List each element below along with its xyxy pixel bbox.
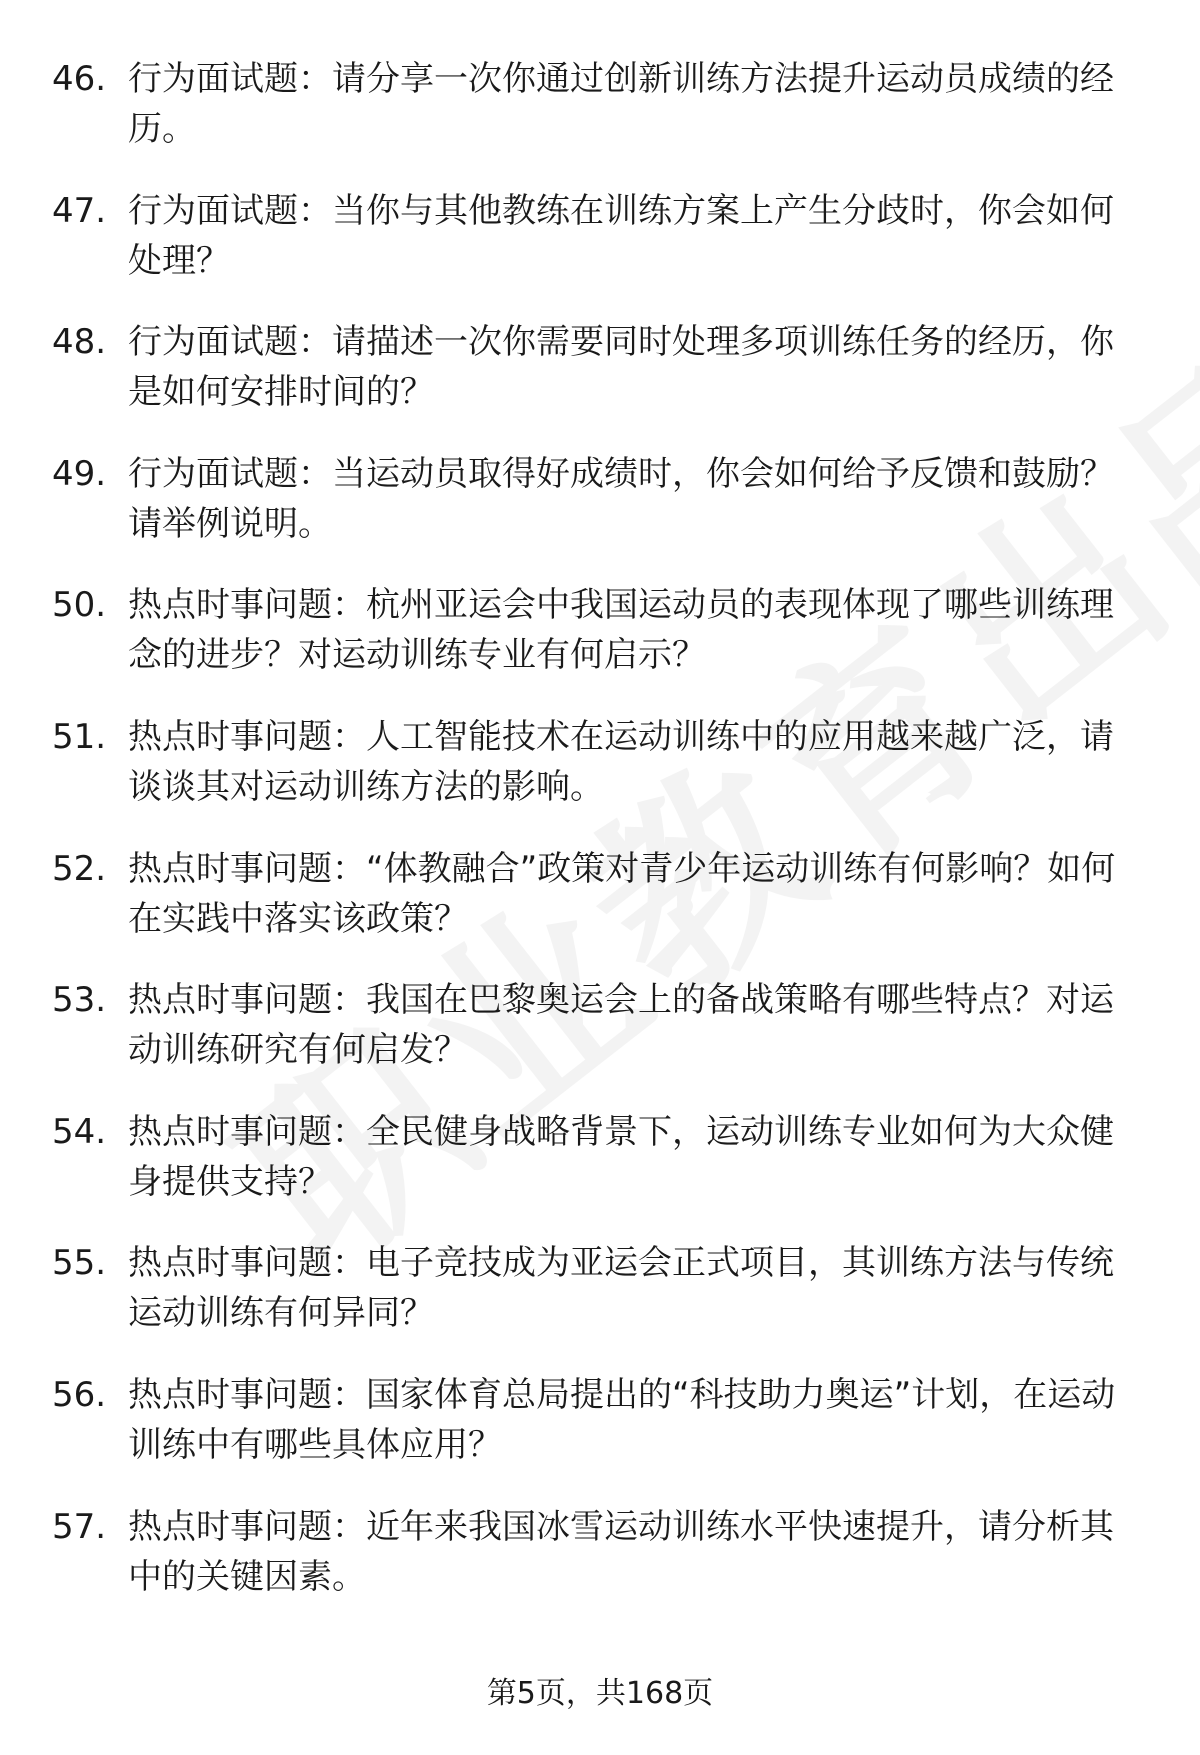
question-item — [0, 712, 1200, 844]
question-item — [0, 580, 1200, 712]
question-list — [0, 54, 1200, 1633]
question-number: 47. — [52, 190, 107, 231]
question-item — [0, 54, 1200, 186]
question-number: 48. — [52, 322, 107, 363]
question-item — [0, 186, 1200, 318]
question-item — [0, 1502, 1200, 1634]
question-number: 56. — [52, 1374, 107, 1415]
question-text: 热点时事问题：我国在巴黎奥运会上的备战策略有哪些特点？对运动训练研究有何启发？ — [128, 980, 1114, 1071]
question-text: 热点时事问题：国家体育总局提出的“科技助力奥运”计划，在运动训练中有哪些具体应用？ — [128, 1374, 1116, 1465]
question-text: 行为面试题：请分享一次你通过创新训练方法提升运动员成绩的经历。 — [128, 59, 1114, 149]
question-text: 热点时事问题：近年来我国冰雪运动训练水平快速提升，请分析其中的关键因素。 — [128, 1506, 1114, 1597]
question-number: 53. — [52, 980, 107, 1021]
question-text: 热点时事问题：杭州亚运会中我国运动员的表现体现了哪些训练理念的进步？对运动训练专业有何启示？ — [128, 585, 1114, 676]
question-item — [0, 844, 1200, 976]
question-number: 54. — [52, 1111, 107, 1152]
question-number: 50. — [52, 585, 107, 626]
question-text: 热点时事问题：人工智能技术在运动训练中的应用越来越广泛，请谈谈其对运动训练方法的影响。 — [128, 716, 1114, 807]
page-number-footer: 第5页，共168页 — [486, 1676, 714, 1711]
question-item — [0, 1107, 1200, 1239]
question-number: 49. — [52, 453, 107, 494]
question-number: 51. — [52, 716, 107, 757]
question-item — [0, 1370, 1200, 1502]
question-number: 57. — [52, 1506, 107, 1547]
question-number: 46. — [52, 59, 107, 99]
question-number: 52. — [52, 848, 107, 889]
question-item — [0, 975, 1200, 1107]
question-text: 行为面试题：请描述一次你需要同时处理多项训练任务的经历，你是如何安排时间的？ — [128, 322, 1114, 413]
question-text: 热点时事问题：“体教融合”政策对青少年运动训练有何影响？如何在实践中落实该政策？ — [128, 848, 1116, 939]
question-text: 行为面试题：当你与其他教练在训练方案上产生分歧时，你会如何处理？ — [128, 190, 1114, 281]
question-text: 热点时事问题：全民健身战略背景下，运动训练专业如何为大众健身提供支持？ — [128, 1111, 1114, 1202]
question-item — [0, 1238, 1200, 1370]
question-item — [0, 449, 1200, 581]
question-text: 热点时事问题：电子竞技成为亚运会正式项目，其训练方法与传统运动训练有何异同？ — [128, 1243, 1114, 1334]
question-item — [0, 317, 1200, 449]
question-text: 行为面试题：当运动员取得好成绩时，你会如何给予反馈和鼓励？请举例说明。 — [128, 453, 1114, 544]
question-number: 55. — [52, 1243, 107, 1284]
